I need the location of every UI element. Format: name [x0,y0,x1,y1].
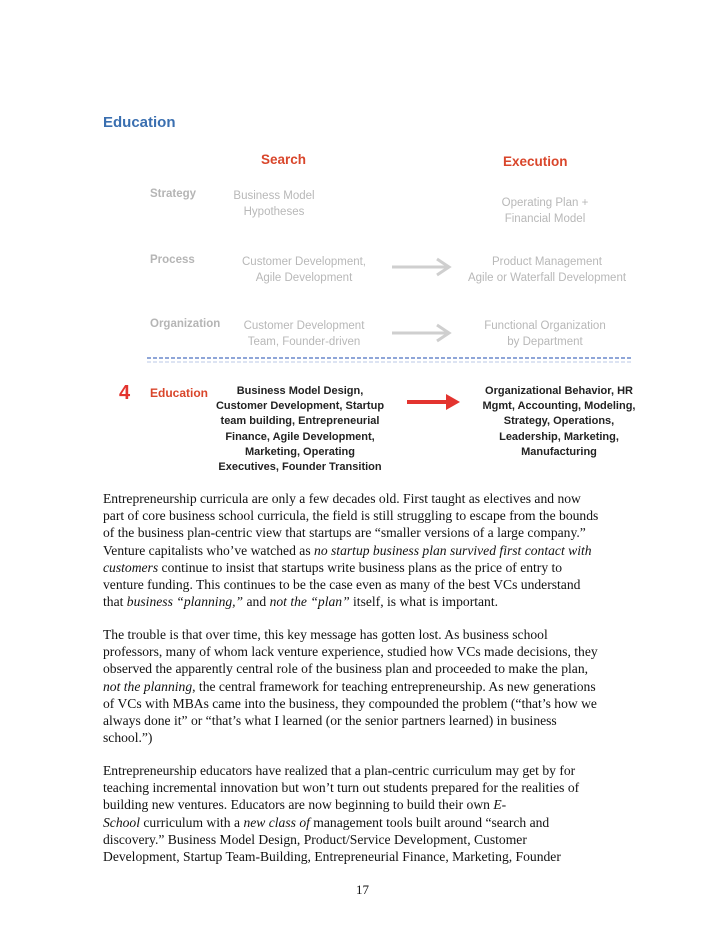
emphasis-text: new class of [243,814,310,830]
emphasis-text: customers [103,559,159,575]
execution-education: Organizational Behavior, HR Mgmt, Accounting, Modeling, Strategy, Operations, Leadership, Marketing, Manufacturing [482,385,636,458]
paragraph-1: Entrepreneurship curricula are only a few decades old. First taught as electives and now part of core business school curricula, the field is still struggling to escape from the bounds of the business plan-centric view that startups are “smaller versions of a large company.” Venture capitalists who’ve watched as no startup business plan survived first contact with customers continue to insist that startups write business plans as the price of entry to venture funding. This continues to be the case even as many of the best VCs understand that business “planning,” and not the “plan” itself, is what is important. [103,491,599,610]
section-heading: Education [103,114,176,131]
row-label-process: Process [150,254,195,266]
emphasis-text: E- [493,797,507,813]
paragraph-3: Entrepreneurship educators have realized that a plan-centric curriculum may get by for teaching incremental innovation but won’t turn out students prepared for the realities of building new ventures. Educators are now beginning to build their own E- School curriculum with a new class of management tools built around “search and discovery.” Business Model Design, Product/Service Development, Customer Development, Startup Team-Building, Entrepreneurial Finance, Marketing, Founder [103,763,580,865]
execution-organization: Functional Organization by Department [484,320,606,348]
search-process: Customer Development, Agile Development [242,256,366,284]
emphasis-text: School [103,814,140,830]
search-education: Business Model Design, Customer Development, Startup team building, Entrepreneurial Finance, Agile Development, Marketing, Operating Executives, Founder Transition [215,385,385,474]
row-label-strategy: Strategy [150,188,197,200]
faded-arrow-organization [392,325,449,341]
column-header-search: Search [261,152,307,167]
row-label-education: Education [150,386,209,400]
highlight-number: 4 [119,382,131,404]
execution-process: Product Management Agile or Waterfall Development [467,256,627,284]
row-label-organization: Organization [150,318,221,330]
search-strategy: Business Model Hypotheses [233,190,315,218]
emphasis-text: no startup business plan survived first contact with [314,542,592,558]
execution-strategy: Operating Plan + Financial Model [501,197,589,225]
search-organization: Customer Development Team, Founder-driven [243,320,365,348]
red-arrow-education [407,394,460,410]
faded-arrow-process [392,259,449,275]
page-number: 17 [356,882,369,897]
paragraph-2: The trouble is that over time, this key message has gotten lost. As business school professors, many of whom lack venture experience, studied how VCs made decisions, they observed the apparently central role of the business plan and proceeded to make the plan, not the planning, the central framework for teaching entrepreneurship. As new generations of VCs with MBAs came into the business, they compounded the problem (“that’s how we always done it” or “that’s what I learned (or the senior partners learned) in business school.”) [103,627,598,746]
column-header-execution: Execution [503,154,568,169]
emphasis-text: not the planning [103,678,193,694]
emphasis-text: not the “plan” [269,594,350,610]
emphasis-text: business “planning,” [126,594,244,610]
